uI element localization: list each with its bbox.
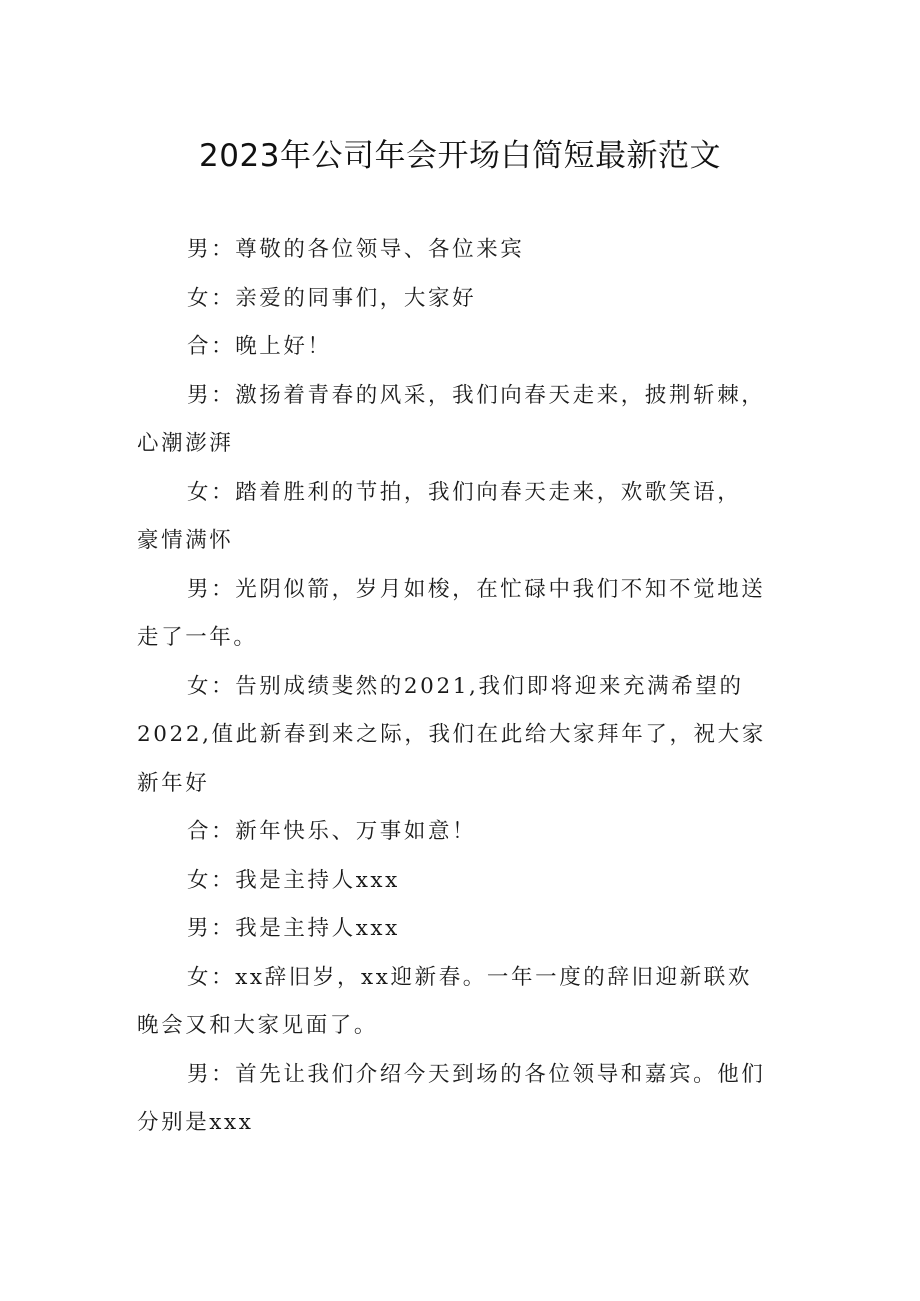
paragraph: 男：光阴似箭，岁月如梭，在忙碌中我们不知不觉地送走了一年。	[137, 576, 766, 650]
document-body	[137, 226, 773, 1148]
paragraph: 男：我是主持人xxx	[187, 916, 400, 941]
paragraph: 女：我是主持人xxx	[187, 867, 400, 893]
paragraph-continuation: 豪情满怀	[137, 528, 234, 553]
paragraph: 男：首先让我们介绍今天到场的各位领导和嘉宾。他们分别是xxx	[137, 1061, 766, 1135]
paragraph: 女：踏着胜利的节拍，我们向春天走来，欢歌笑语，	[187, 479, 742, 505]
paragraph: 女：xx辞旧岁，xx迎新春。一年一度的辞旧迎新联欢晚会又和大家见面了。	[137, 964, 753, 1038]
paragraph: 女：亲爱的同事们，大家好	[187, 285, 477, 311]
paragraph-continuation: 2022,值此新春到来之际，我们在此给大家拜年了，祝大家新年好	[137, 722, 766, 796]
paragraph: 男：激扬着青春的风采，我们向春天走来，披荆斩棘，心潮澎湃	[137, 382, 766, 456]
paragraph: 女：告别成绩斐然的2021,我们即将迎来充满希望的	[187, 673, 744, 699]
paragraph: 合：新年快乐、万事如意！	[187, 819, 477, 844]
document-title: 2023年公司年会开场白简短最新范文	[199, 138, 721, 174]
paragraph: 男：尊敬的各位领导、各位来宾	[187, 237, 525, 262]
paragraph: 合：晚上好！	[187, 334, 332, 359]
